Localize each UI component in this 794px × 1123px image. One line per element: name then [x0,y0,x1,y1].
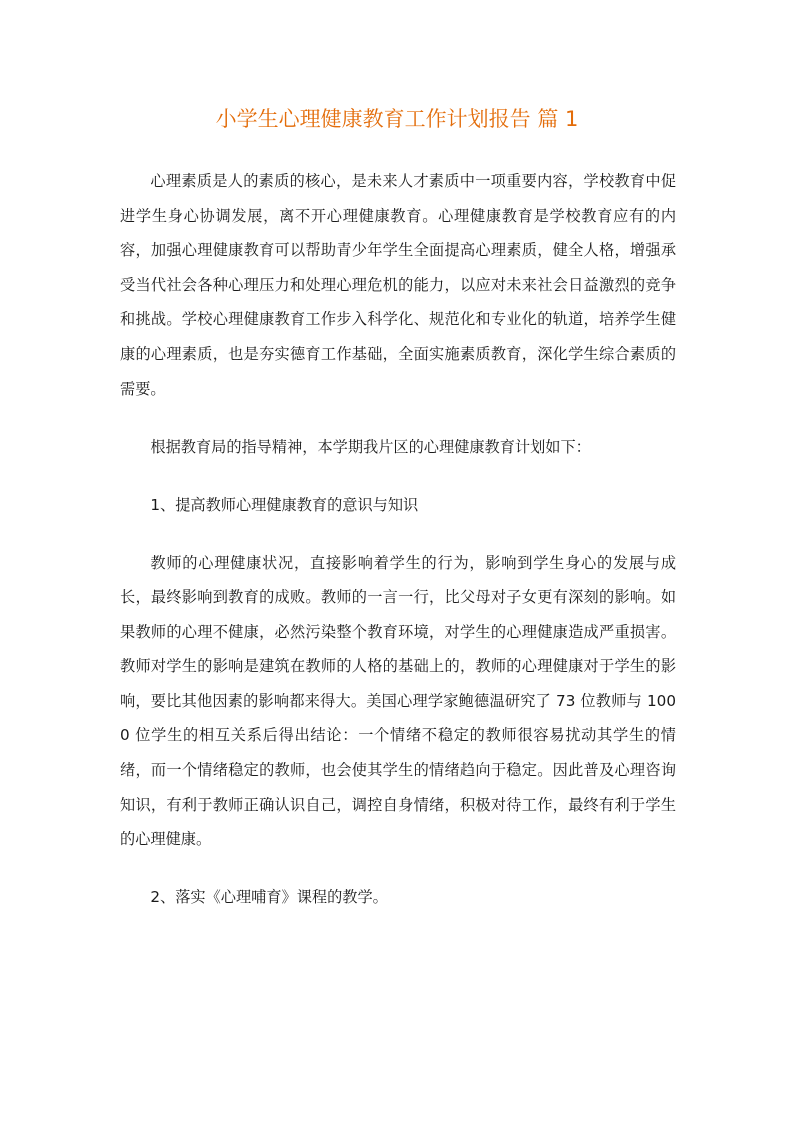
paragraph-gap [120,406,676,429]
paragraph-gap [120,464,676,487]
section-heading-1: 1、提高教师心理健康教育的意识与知识 [150,495,419,514]
paragraph-intro: 心理素质是人的素质的核心，是未来人才素质中一项重要内容，学校教育中促进学生身心协调发展，离不开心理健康教育。心理健康教育是学校教育应有的内容，加强心理健康教育可以帮助青少年学生全面提高心理素质，健全人格，增强承受当代社会各种心理压力和处理心理危机的能力，以应对未来社会日益激烈的竞争和挑战。学校心理健康教育工作步入科学化、规范化和专业化的轨道，培养学生健康的心理素质，也是夯实德育工作基础，全面实施素质教育，深化学生综合素质的需要。 [120,172,676,398]
paragraph-gap [120,857,676,880]
paragraph-gap [120,522,676,545]
section-heading-2: 2、落实《心理哺育》课程的教学。 [150,888,388,907]
paragraph-plan-intro: 根据教育局的指导精神，本学期我片区的心理健康教育计划如下： [150,437,591,456]
document-title: 小学生心理健康教育工作计划报告 篇 1 [215,107,579,131]
paragraph-teacher-health: 教师的心理健康状况，直接影响着学生的行为，影响到学生身心的发展与成长，最终影响到教育的成败。教师的一言一行，比父母对子女更有深刻的影响。如果教师的心理不健康，必然污染整个教育环境，对学生的心理健康造成严重损害。教师对学生的影响是建筑在教师的人格的基础上的，教师的心理健康对于学生的影响，要比其他因素的影响都来得大。美国心理学家鲍德温研究了 73 位教师与 1000 位学生的相互关系后得出结论：一个情绪不稳定的教师很容易扰动其学生的情绪，而一个情绪稳定的教师，也会使其学生的情绪趋向于稳定。因此普及心理咨询知识，有利于教师正确认识自己，调控自身情绪，积极对待工作，最终有利于学生的心理健康。 [120,553,676,849]
document-body [120,164,676,915]
